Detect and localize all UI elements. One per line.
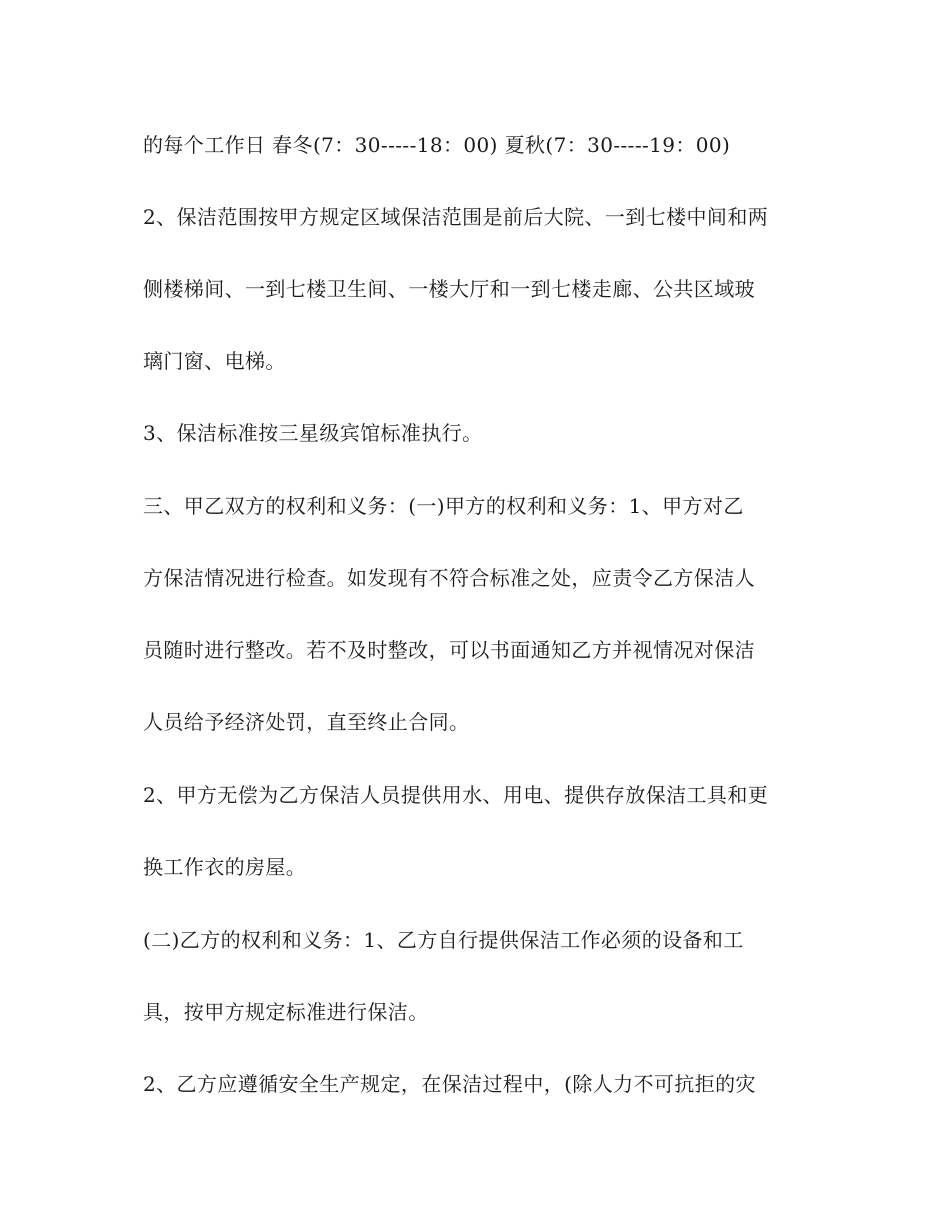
text-line: (二)乙方的权利和义务：1、乙方自行提供保洁工作必须的设备和工 xyxy=(143,928,744,952)
text-line: 3、保洁标准按三星级宾馆标准执行。 xyxy=(143,421,483,445)
text-line: 员随时进行整改。若不及时整改，可以书面通知乙方并视情况对保洁 xyxy=(143,638,755,662)
text-line: 2、乙方应遵循安全生产规定，在保洁过程中，(除人力不可抗拒的灾 xyxy=(143,1072,756,1096)
text-line: 2、甲方无偿为乙方保洁人员提供用水、用电、提供存放保洁工具和更 xyxy=(143,783,769,807)
text-line: 三、甲乙双方的权利和义务：(一)甲方的权利和义务：1、甲方对乙 xyxy=(143,494,744,518)
text-line: 的每个工作日 春冬(7：30-----18：00) 夏秋(7：30-----19：00) xyxy=(143,133,731,157)
text-line: 方保洁情况进行检查。如发现有不符合标准之处，应责令乙方保洁人 xyxy=(143,566,755,590)
text-line: 2、保洁范围按甲方规定区域保洁范围是前后大院、一到七楼中间和两 xyxy=(143,205,769,229)
text-line: 侧楼梯间、一到七楼卫生间、一楼大厅和一到七楼走廊、公共区域玻 xyxy=(143,277,755,301)
text-line: 具，按甲方规定标准进行保洁。 xyxy=(143,1000,429,1024)
text-line: 人员给予经济处罚，直至终止合同。 xyxy=(143,710,470,734)
text-line: 换工作衣的房屋。 xyxy=(143,855,307,879)
text-line: 璃门窗、电梯。 xyxy=(143,349,286,373)
